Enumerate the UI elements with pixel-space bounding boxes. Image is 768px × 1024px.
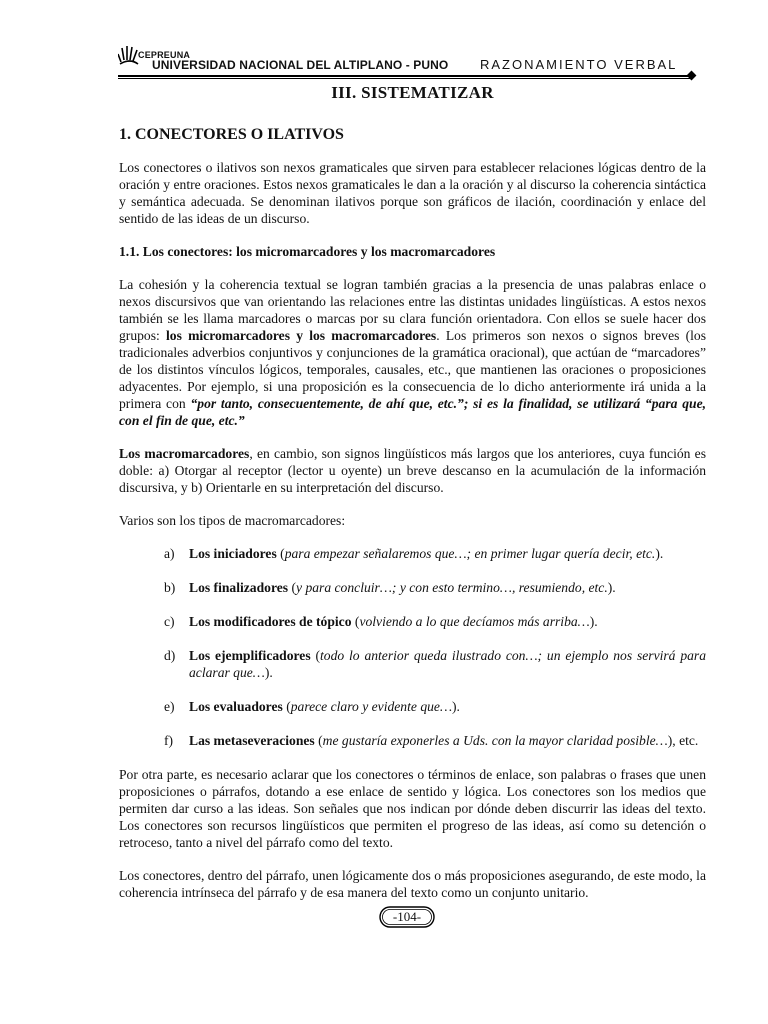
list-marker: e) — [164, 699, 175, 714]
text-run: ( — [314, 733, 323, 748]
list-marker: a) — [164, 546, 175, 561]
macromarcadores-paragraph — [119, 445, 706, 496]
item-name: Los evaluadores — [189, 699, 283, 714]
list-item — [119, 545, 706, 562]
item-example: y para concluir…; y con esto termino…, resumiendo, etc. — [296, 580, 608, 595]
list-item — [119, 698, 706, 715]
page-title: III. SISTEMATIZAR — [331, 83, 494, 102]
header-rule — [118, 75, 692, 77]
item-name: Los ejemplificadores — [189, 648, 311, 663]
item-name: Los modificadores de tópico — [189, 614, 352, 629]
text-run: . Los primeros son nexos o signos breves (los tradicionales adverbios conjuntivos y conjunciones de la gramática oracional), que actúan de “marcadores” de los distintos vínculos lógicos, temporales, causales, etc., que mantienen las oraciones o proposiciones adyacentes. Por ejemplo, si una proposición es la consecuencia de lo dicho anteriormente irá unida a la primera con — [119, 328, 707, 411]
subject-name: RAZONAMIENTO VERBAL — [480, 57, 678, 72]
text-run: ). — [264, 665, 273, 680]
list-item — [119, 732, 706, 749]
page-number-badge — [379, 906, 435, 928]
text-run: ), etc. — [667, 733, 699, 748]
page-content — [119, 80, 706, 917]
text-run: ( — [351, 614, 360, 629]
text-run: ( — [288, 580, 297, 595]
text-run: ( — [282, 699, 291, 714]
cohesion-paragraph — [119, 276, 706, 429]
item-example: volviendo a lo que decíamos más arriba… — [359, 614, 590, 629]
item-example: parece claro y evidente que… — [290, 699, 453, 714]
text-run-bold-italic: “por tanto, consecuentemente, de ahí que, etc.” — [190, 396, 464, 411]
text-run-bold: Los macromarcadores — [119, 446, 250, 461]
page-header — [118, 36, 698, 78]
list-item — [119, 613, 706, 630]
list-marker: c) — [164, 614, 175, 629]
text-run: ). — [452, 699, 460, 714]
section-heading: 1. CONECTORES O ILATIVOS — [119, 126, 344, 143]
intro-paragraph: Los conectores o ilativos son nexos gramaticales que sirven para establecer relaciones lógicas dentro de la oración y entre oraciones. Estos nexos gramaticales le dan a la oración y al discurso la coherencia sintáctica y semántica adecuada. Se denominan ilativos porque son gráficos de ilación, coordinación y enlace del sentido de las ideas de un discurso. — [119, 160, 706, 226]
item-name: Las metaseveraciones — [189, 733, 315, 748]
header-rule-thin — [118, 78, 692, 79]
item-name: Los finalizadores — [189, 580, 289, 595]
subsection-heading: 1.1. Los conectores: los micromarcadores y los macromarcadores — [119, 244, 496, 259]
item-name: Los iniciadores — [189, 546, 277, 561]
list-item — [119, 647, 706, 681]
list-marker: f) — [164, 733, 174, 748]
types-intro: Varios son los tipos de macromarcadores: — [119, 513, 346, 528]
closing-paragraph: Los conectores, dentro del párrafo, unen lógicamente dos o más proposiciones asegurando, de este modo, la coherencia intrínseca del párrafo y de esa manera del texto como un conjunto unitario. — [119, 868, 706, 900]
logo-text: CEPREUNA — [138, 50, 191, 60]
list-item — [119, 579, 706, 596]
connectors-paragraph: Por otra parte, es necesario aclarar que los conectores o términos de enlace, son palabras o frases que unen proposiciones o párrafos, dotando a ese enlace de sentido y lógica. Los conectores son los medios que permiten dar curso a las ideas. Son señales que nos indican por dónde deben discurrir las ideas del texto. Los conectores son recursos lingüísticos que permiten el progreso de las ideas, así como su detención o retroceso, tanto a nivel del párrafo como del texto. — [119, 767, 706, 850]
text-run-bold-italic: ; si es la finalidad, se utilizará — [463, 396, 645, 411]
text-run: La cohesión y la coherencia textual se logran también gracias a la presencia de unas palabras enlace o nexos discursivos que van orientando las relaciones entre las distintas unidades lingüísticas. A estos nexos también se les llama marcadores o marcas por su clara función orientadora. Con ellos se suele hacer dos grupos: — [119, 277, 706, 343]
text-run: , en cambio, son signos lingüísticos más largos que los anteriores, cuya función es doble: a) Otorgar al receptor (lector u oyente) un breve descanso en la acumulación de la información discursiva, y b) Orientarle en su interpretación del discurso. — [119, 446, 707, 495]
list-marker: d) — [164, 648, 176, 663]
university-name: UNIVERSIDAD NACIONAL DEL ALTIPLANO - PUNO — [152, 58, 449, 72]
macromarcadores-list — [119, 545, 706, 749]
text-run: ). — [607, 580, 616, 595]
list-marker: b) — [164, 580, 176, 595]
text-run: ). — [589, 614, 598, 629]
item-example: me gustaría exponerles a Uds. con la mayor claridad posible… — [322, 733, 668, 748]
page-number: -104- — [392, 909, 422, 924]
text-run-bold: los micromarcadores y los macromarcadores — [166, 328, 437, 343]
text-run: ). — [655, 546, 664, 561]
text-run: ( — [276, 546, 285, 561]
text-run: ( — [310, 648, 321, 663]
item-example: todo lo anterior queda ilustrado con…; un ejemplo nos servirá para aclarar que… — [189, 648, 707, 680]
item-example: para empezar señalaremos que…; en primer lugar quería decir, etc. — [284, 546, 656, 561]
text-run-bold-italic: “para que, con el fin de que, etc.” — [119, 396, 707, 428]
